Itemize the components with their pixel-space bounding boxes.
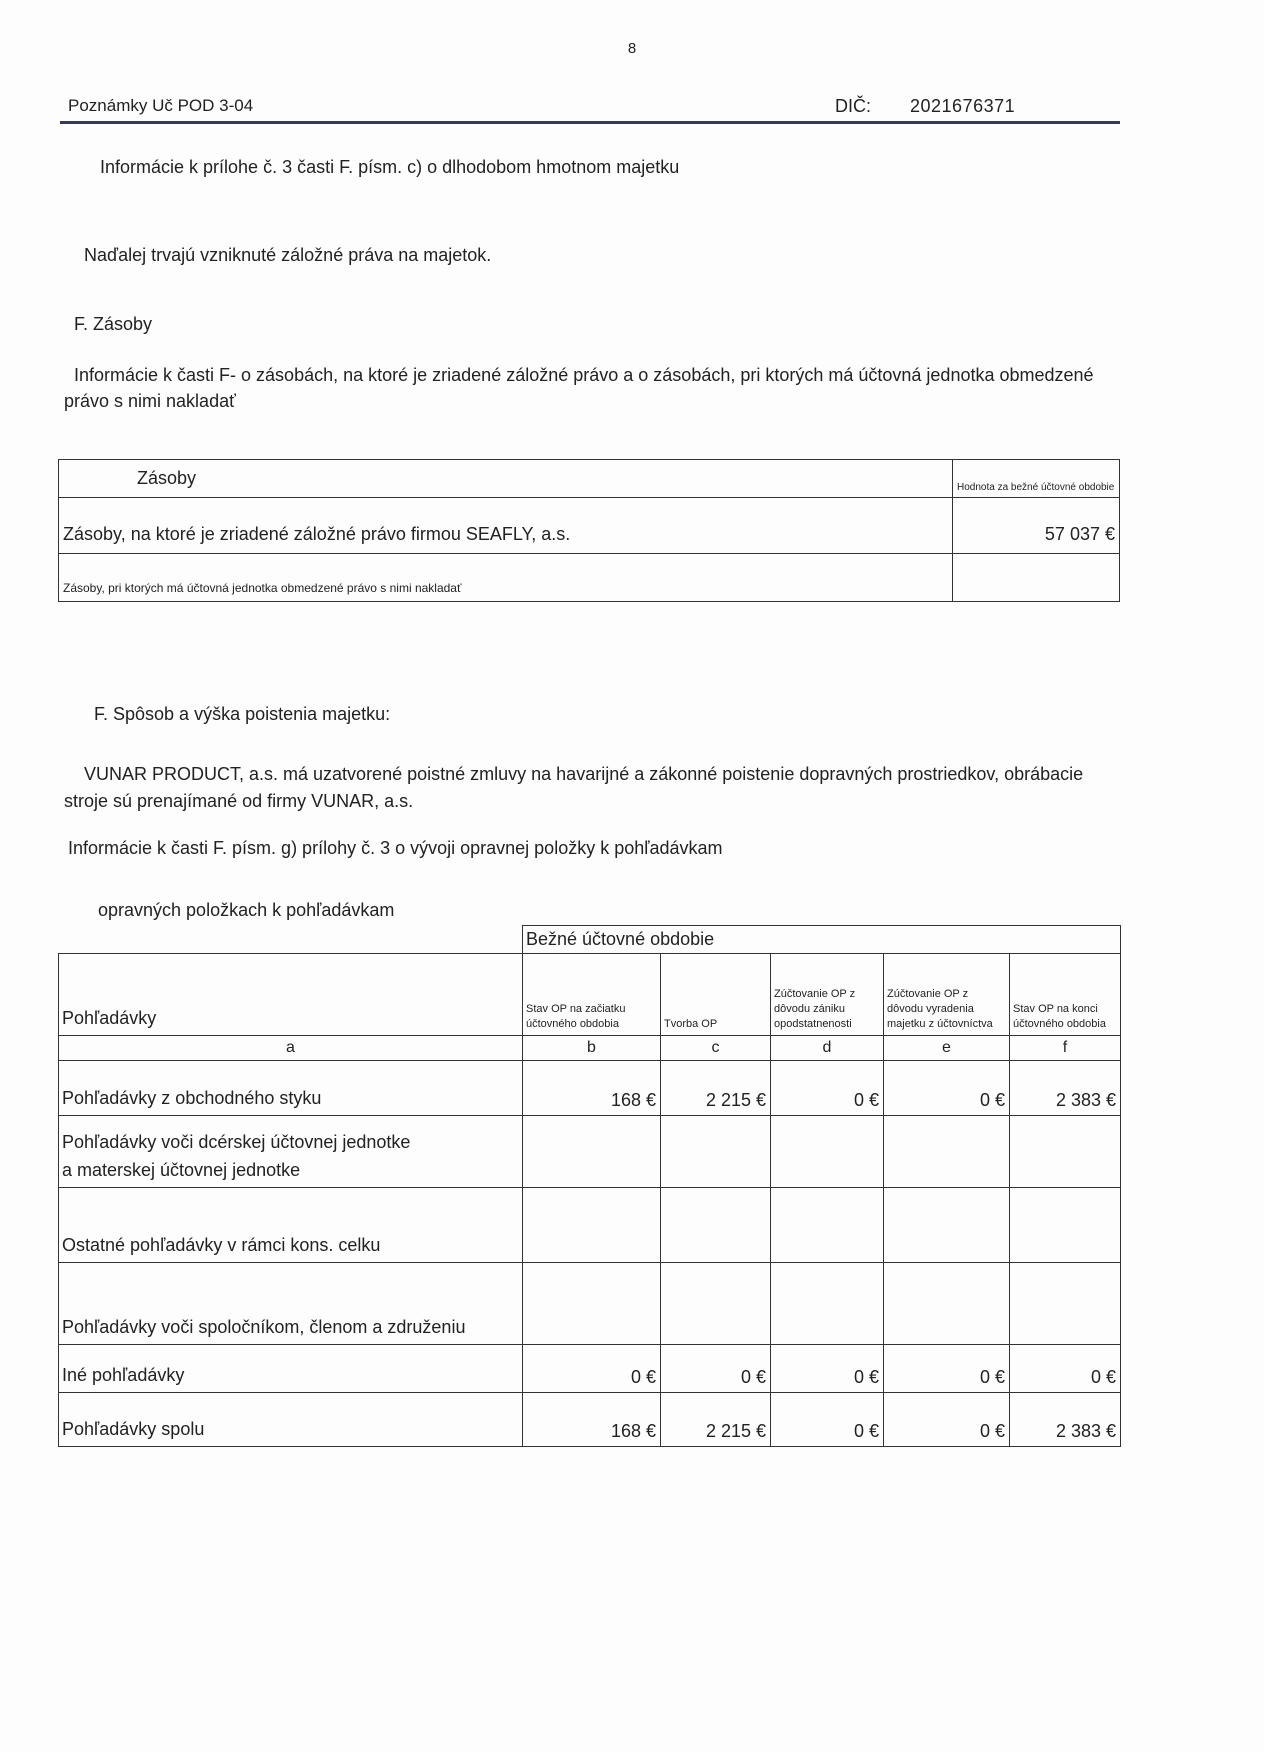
page-number: 8 [627,40,637,57]
table-row [59,1393,1121,1447]
cell-value: 0 € [771,1061,884,1116]
cell-value [661,1188,771,1263]
col-header: Stav OP na začiatku účtovného obdobia [523,954,661,1036]
table-corner [59,926,523,954]
zasoby-row-value [953,554,1120,602]
zasoby-table [58,459,1120,602]
cell-value: 0 € [1010,1345,1121,1393]
col-header: Zúčtovanie OP z dôvodu zániku opodstatnenosti [771,954,884,1036]
row-label [59,1116,523,1188]
section1-title: Informácie k prílohe č. 3 časti F. písm. c) o dlhodobom hmotnom majetku [100,157,680,177]
row-label-line2: a materskej účtovnej jednotke [62,1160,301,1180]
cell-value [1010,1263,1121,1345]
row-label: Ostatné pohľadávky v rámci kons. celku [59,1188,523,1263]
section2-text-line1: Informácie k časti F- o zásobách, na ktoré je zriadené záložné právo a o zásobách, pri ktorých má účtovná jednotka obmedzené [74,365,1094,385]
cell-value: 0 € [884,1393,1010,1447]
cell-value: 0 € [884,1345,1010,1393]
dic-label: DIČ: [835,96,871,116]
col-letter: b [523,1036,661,1061]
zasoby-value-header: Hodnota za bežné účtovné obdobie [953,460,1120,498]
zasoby-row-label: Zásoby, pri ktorých má účtovná jednotka obmedzené právo s nimi nakladať [59,554,953,602]
cell-value [884,1116,1010,1188]
cell-value [884,1188,1010,1263]
row-header: Pohľadávky [59,954,523,1036]
zasoby-col-header: Zásoby [59,460,953,498]
cell-value: 0 € [523,1345,661,1393]
cell-value: 2 383 € [1010,1393,1121,1447]
col-letter: d [771,1036,884,1061]
header-rule [60,121,1120,124]
cell-value: 2 215 € [661,1061,771,1116]
col-header: Stav OP na konci účtovného obdobia [1010,954,1121,1036]
dic-value: 2021676371 [910,96,1016,116]
col-letter: a [59,1036,523,1061]
cell-value [523,1116,661,1188]
cell-value: 0 € [771,1393,884,1447]
cell-value [771,1116,884,1188]
col-letter: c [661,1036,771,1061]
table-row [59,1188,1121,1263]
period-header: Bežné účtovné obdobie [523,926,1121,954]
cell-value: 0 € [661,1345,771,1393]
section1-text: Naďalej trvajú vzniknuté záložné práva na majetok. [84,245,492,265]
cell-value [661,1116,771,1188]
table-row [59,1345,1121,1393]
cell-value [523,1188,661,1263]
col-letter: e [884,1036,1010,1061]
table-row [59,1061,1121,1116]
section2-text-line2: právo s nimi nakladať [64,391,236,411]
row-label: Pohľadávky z obchodného styku [59,1061,523,1116]
document-id: Poznámky Uč POD 3-04 [68,96,254,115]
row-label: Iné pohľadávky [59,1345,523,1393]
row-label-line1: Pohľadávky voči dcérskej účtovnej jednotke [62,1132,411,1152]
zasoby-row-value: 57 037 € [953,498,1120,554]
section2-title: F. Zásoby [74,314,153,334]
cell-value: 168 € [523,1393,661,1447]
cell-value [1010,1116,1121,1188]
cell-value [1010,1188,1121,1263]
col-letter: f [1010,1036,1121,1061]
table-row [59,1116,1121,1188]
section4-subtitle: opravných položkach k pohľadávkam [98,900,395,920]
cell-value: 168 € [523,1061,661,1116]
table-row [59,1263,1121,1345]
cell-value [523,1263,661,1345]
cell-value [771,1188,884,1263]
row-label: Pohľadávky voči spoločníkom, členom a združeniu [59,1263,523,1345]
cell-value [771,1263,884,1345]
cell-value [661,1263,771,1345]
cell-value: 0 € [771,1345,884,1393]
zasoby-row-label: Zásoby, na ktoré je zriadené záložné právo firmou SEAFLY, a.s. [59,498,953,554]
pohladavky-table [58,925,1121,1447]
cell-value: 2 383 € [1010,1061,1121,1116]
section3-text-line2: stroje sú prenajímané od firmy VUNAR, a.s. [64,791,414,811]
cell-value [884,1263,1010,1345]
section4-title: Informácie k časti F. písm. g) prílohy č. 3 o vývoji opravnej položky k pohľadávkam [68,838,723,858]
row-label: Pohľadávky spolu [59,1393,523,1447]
cell-value: 0 € [884,1061,1010,1116]
section3-title: F. Spôsob a výška poistenia majetku: [94,704,391,724]
col-header: Tvorba OP [661,954,771,1036]
cell-value: 2 215 € [661,1393,771,1447]
col-header: Zúčtovanie OP z dôvodu vyradenia majetku z účtovníctva [884,954,1010,1036]
section3-text-line1: VUNAR PRODUCT, a.s. má uzatvorené poistné zmluvy na havarijné a zákonné poistenie dopravných prostriedkov, obrábacie [84,764,1084,784]
